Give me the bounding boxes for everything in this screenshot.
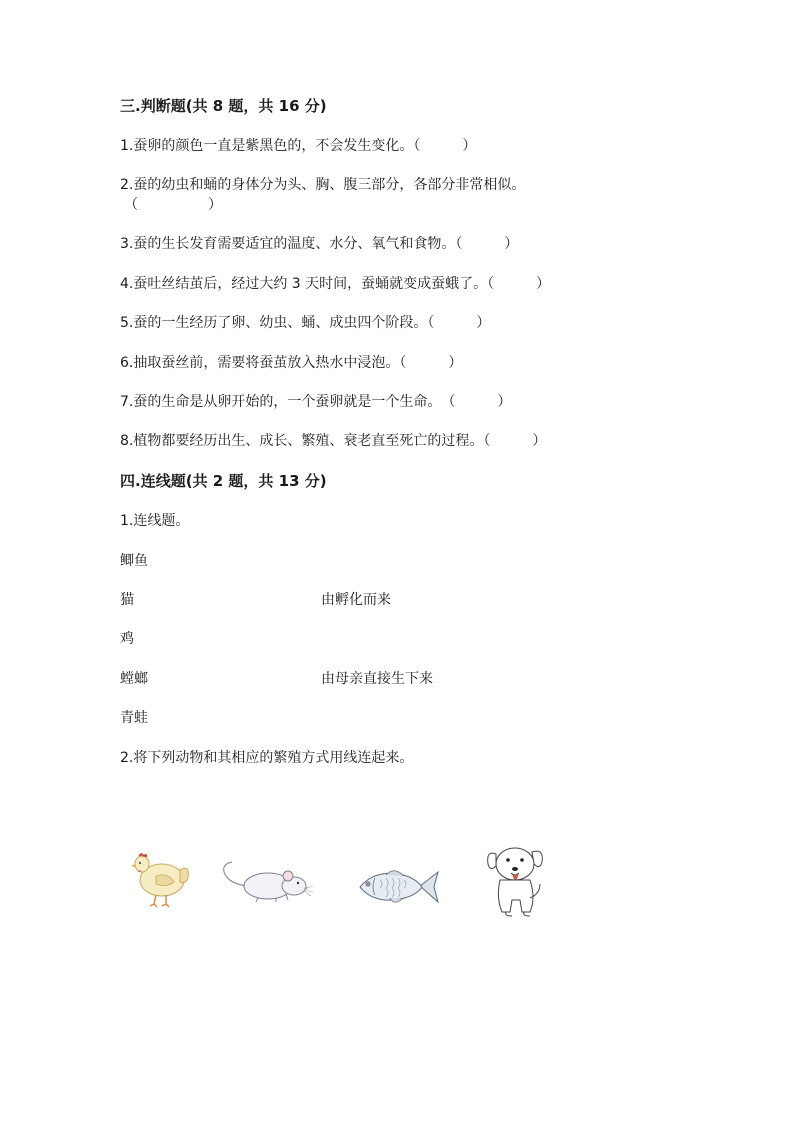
dog-illustration — [484, 842, 546, 918]
judge-item-7: 7.蚕的生命是从卵开始的，一个蚕卵就是一个生命。 （ ） — [120, 394, 512, 410]
match-left-item: 鸡 — [120, 631, 134, 647]
section3-title: 三.判断题(共 8 题，共 16 分) — [120, 97, 327, 115]
judge-item-2-bracket: （ ） — [124, 197, 222, 213]
judge-item-2: 2.蚕的幼虫和蛹的身体分为头、胸、腹三部分，各部分非常相似。 — [120, 177, 526, 193]
judge-item-1: 1.蚕卵的颜色一直是紫黑色的，不会发生变化。（ ） — [120, 138, 477, 154]
match-right-item: 由母亲直接生下来 — [321, 671, 433, 687]
match-q1-prompt: 1.连线题。 — [120, 513, 190, 529]
judge-item-6: 6.抽取蚕丝前，需要将蚕茧放入热水中浸泡。（ ） — [120, 355, 463, 371]
match-left-item: 猫 — [120, 592, 134, 608]
judge-item-3: 3.蚕的生长发育需要适宜的温度、水分、氧气和食物。（ ） — [120, 236, 519, 252]
match-q2-prompt: 2.将下列动物和其相应的繁殖方式用线连起来。 — [120, 750, 414, 766]
section4-title: 四.连线题(共 2 题，共 13 分) — [120, 472, 327, 490]
judge-item-5: 5.蚕的一生经历了卵、幼虫、蛹、成虫四个阶段。（ ） — [120, 315, 491, 331]
match-left-item: 鲫鱼 — [120, 553, 148, 569]
judge-item-8: 8.植物都要经历出生、成长、繁殖、衰老直至死亡的过程。（ ） — [120, 433, 547, 449]
match-left-item: 青蛙 — [120, 710, 148, 726]
match-right-item: 由孵化而来 — [321, 592, 391, 608]
mouse-illustration — [218, 858, 314, 904]
fish-illustration — [356, 866, 440, 908]
match-left-item: 螳螂 — [120, 671, 148, 687]
judge-item-4: 4.蚕吐丝结茧后，经过大约 3 天时间，蚕蛹就变成蚕蛾了。（ ） — [120, 276, 551, 292]
hen-illustration — [128, 848, 192, 910]
